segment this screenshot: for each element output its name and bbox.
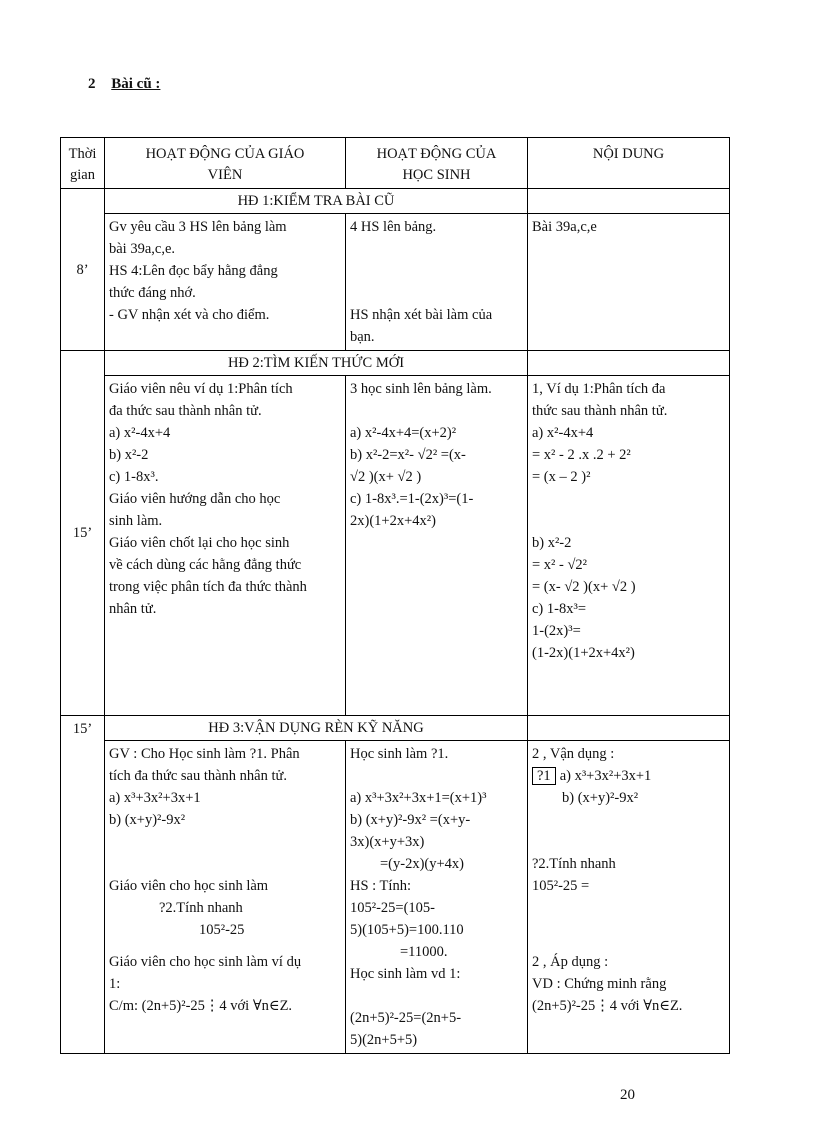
question-box: ?1 xyxy=(532,767,556,785)
header-content: NỘI DUNG xyxy=(528,138,730,189)
section2-body-row xyxy=(61,376,730,716)
section1-teacher: Gv yêu cầu 3 HS lên bảng làm bài 39a,c,e. HS 4:Lên đọc bẩy hằng đẳng thức đáng nhớ. - GV nhận xét và cho điểm. xyxy=(105,214,346,351)
section2-student: 3 học sinh lên bảng làm. a) x²-4x+4=(x+2)² b) x²-2=x²- √2² =(x- √2 )(x+ √2 ) c) 1-8x³.=1-(2x)³=(1- 2x)(1+2x+4x²) xyxy=(346,376,528,716)
header-teacher: HOẠT ĐỘNG CỦA GIÁO VIÊN xyxy=(105,138,346,189)
section1-content: Bài 39a,c,e xyxy=(528,214,730,351)
section2-teacher: Giáo viên nêu ví dụ 1:Phân tích đa thức sau thành nhân tử. a) x²-4x+4 b) x²-2 c) 1-8x³. Giáo viên hướng dẫn cho học sinh làm. Giáo viên chốt lại cho học sinh về cách dùng các hằng đẳng thức trong việc phân tích đa thức thành nhân tử. xyxy=(105,376,346,716)
section2-time: 15’ xyxy=(61,351,105,716)
section1-time: 8’ xyxy=(61,189,105,351)
section-heading xyxy=(88,76,160,93)
section2-content: 1, Ví dụ 1:Phân tích đa thức sau thành nhân tử. a) x²-4x+4 = x² - 2 .x .2 + 2² = (x – 2 )² b) x²-2 = x² - √2² = (x- √2 )(x+ √2 ) c) 1-8x³= 1-(2x)³= (1-2x)(1+2x+4x²) xyxy=(528,376,730,716)
heading-title: Bài cũ : xyxy=(111,76,161,92)
section1-title: HĐ 1:KIỂM TRA BÀI CŨ xyxy=(105,189,528,214)
heading-number: 2 xyxy=(88,76,96,92)
section1-student: 4 HS lên bảng. HS nhận xét bài làm của bạn. xyxy=(346,214,528,351)
header-time: Thời gian xyxy=(61,138,105,189)
section3-body-row xyxy=(61,741,730,1054)
section2-title: HĐ 2:TÌM KIẾN THỨC MỚI xyxy=(105,351,528,376)
lesson-table xyxy=(60,137,730,1054)
section3-time: 15’ xyxy=(61,716,105,1054)
section3-title-row xyxy=(61,716,730,741)
section3-teacher: GV : Cho Học sinh làm ?1. Phân tích đa thức sau thành nhân tử. a) x³+3x²+3x+1 b) (x+y)²-9x² Giáo viên cho học sinh làm ?2.Tính nhanh 105²-25 Giáo viên cho học sinh làm ví dụ 1: C/m: (2n+5)²-25⋮4 với ∀n∈Z. xyxy=(105,741,346,1054)
section3-title: HĐ 3:VẬN DỤNG RÈN KỸ NĂNG xyxy=(105,716,528,741)
section1-body-row xyxy=(61,214,730,351)
section3-content: 2 , Vận dụng : ?1 a) x³+3x²+3x+1 b) (x+y)²-9x² ?2.Tính nhanh 105²-25 = 2 , Áp dụng : VD : Chứng minh rằng (2n+5)²-25⋮4 với ∀n∈Z. xyxy=(528,741,730,1054)
page-number: 20 xyxy=(620,1087,635,1103)
header-student: HOẠT ĐỘNG CỦA HỌC SINH xyxy=(346,138,528,189)
section2-title-row xyxy=(61,351,730,376)
section3-student: Học sinh làm ?1. a) x³+3x²+3x+1=(x+1)³ b) (x+y)²-9x² =(x+y- 3x)(x+y+3x) =(y-2x)(y+4x) HS : Tính: 105²-25=(105- 5)(105+5)=100.110 =11000. Học sinh làm vd 1: (2n+5)²-25=(2n+5- 5)(2n+5+5) xyxy=(346,741,528,1054)
section1-title-row xyxy=(61,189,730,214)
table-header-row xyxy=(61,138,730,189)
